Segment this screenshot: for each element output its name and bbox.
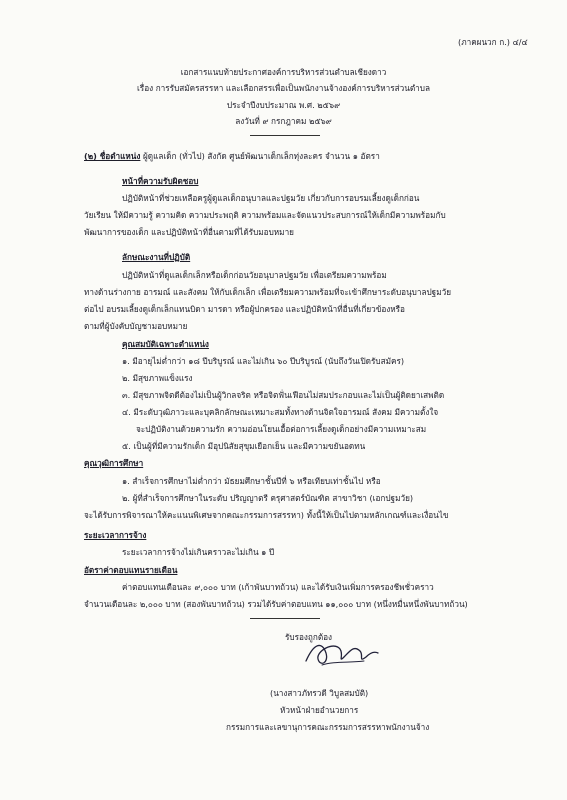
work-nature-heading: ลักษณะงานที่ปฏิบัติ xyxy=(122,252,191,262)
signatory-title: หัวหน้าฝ่ายอำนวยการ xyxy=(280,705,359,715)
qualification-item: ๓. มีสุขภาพจิตดีต้องไม่เป็นผู้วิกลจริต หรือจิตฟั่นเฟือนไม่สมประกอบและไม่เป็นผู้ติดยาเสพติด xyxy=(122,390,445,400)
header-line-2: เรื่อง การรับสมัครสรรหา และเลือกสรรเพื่อเป็นพนักงานจ้างองค์การบริหารส่วนตำบล xyxy=(137,83,430,93)
header-line-3: ประจำปีงบประมาณ พ.ศ. ๒๕๖๙ xyxy=(226,100,341,110)
responsibilities-line: วัยเรียน ให้มีความรู้ ความคิด ความประพฤติ ความพร้อมและจัดแนวประสบการณ์ให้เด็กมีความพร้อมกับ xyxy=(84,210,446,220)
salary-heading: อัตราค่าตอบแทนรายเดือน xyxy=(84,565,178,575)
responsibilities-heading: หน้าที่ความรับผิดชอบ xyxy=(122,176,199,186)
qualifications-heading: คุณสมบัติเฉพาะตำแหน่ง xyxy=(122,339,209,349)
work-nature-line: ต่อไป อบรมเลี้ยงดูเด็กเล็กแทนบิดา มารดา หรือผู้ปกครอง และปฏิบัติหน้าที่อื่นที่เกี่ยวข้องหรือ xyxy=(84,304,405,314)
qualification-item: ๕. เป็นผู้ที่มีความรักเด็ก มีอุปนิสัยสุขุมเยือกเย็น และมีความขยันอดทน xyxy=(122,441,366,451)
responsibilities-line: พัฒนาการของเด็ก และปฏิบัติหน้าที่อื่นตามที่ได้รับมอบหมาย xyxy=(84,227,294,237)
work-nature-line: ทางด้านร่างกาย อารมณ์ และสังคม ให้กับเด็กเล็ก เพื่อเตรียมความพร้อมที่จะเข้าศึกษาระดับอนุบาลปฐมวัย xyxy=(84,287,451,297)
signature-image xyxy=(300,633,380,673)
contract-heading: ระยะเวลาการจ้าง xyxy=(84,530,147,540)
salary-divider xyxy=(250,618,320,619)
responsibilities-line: ปฏิบัติหน้าที่ช่วยเหลือครูผู้ดูแลเด็กอนุบาลและปฐมวัย เกี่ยวกับการอบรมเลี้ยงดูเด็กก่อน xyxy=(122,193,420,203)
salary-line: จำนวนเดือนละ ๒,๐๐๐ บาท (สองพันบาทถ้วน) รวมได้รับค่าตอบแทน ๑๑,๐๐๐ บาท (หนึ่งหมื่นหนึ่งพันบาทถ้วน) xyxy=(84,599,468,609)
work-nature-line: ตามที่ผู้บังคับบัญชามอบหมาย xyxy=(84,321,188,331)
education-line: ๑. สำเร็จการศึกษาไม่ต่ำกว่า มัธยมศึกษาชั้นปีที่ ๖ หรือเทียบเท่าชั้นไป หรือ xyxy=(122,476,381,486)
header-line-4: ลงวันที่ ๙ กรกฎาคม ๒๕๖๙ xyxy=(235,116,332,126)
education-line: ๒. ผู้ที่สำเร็จการศึกษาในระดับ ปริญญาตรี ครุศาสตร์บัณฑิต สาขาวิชา (เอกปฐมวัย) xyxy=(122,493,414,503)
work-nature-line: ปฏิบัติหน้าที่ดูแลเด็กเล็กหรือเด็กก่อนวัยอนุบาลปฐมวัย เพื่อเตรียมความพร้อม xyxy=(122,270,387,280)
education-heading: คุณวุฒิการศึกษา xyxy=(84,458,144,468)
qualification-item: ๔. มีระดับวุฒิภาวะและบุคลิกลักษณะเหมาะสมทั้งทางด้านจิตใจอารมณ์ สังคม มีความตั้งใจ xyxy=(122,407,439,417)
position-detail: ผู้ดูแลเด็ก (ทั่วไป) สังกัด ศูนย์พัฒนาเด็กเล็กทุ่งละคร จำนวน ๑ อัตรา xyxy=(143,151,380,161)
contract-line: ระยะเวลาการจ้างไม่เกินคราวละไม่เกิน ๑ ปี xyxy=(122,547,275,557)
qualification-item-continued: จะปฏิบัติงานด้วยความรัก ความอ่อนโยนเอื้อต่อการเลี้ยงดูเด็กอย่างมีความเหมาะสม xyxy=(136,424,427,434)
header-divider xyxy=(250,135,320,136)
position-line xyxy=(84,152,380,160)
position-number-label: (๒) ชื่อตำแหน่ง xyxy=(84,151,141,161)
annex-label: (ภาคผนวก ก.) ๔/๔ xyxy=(458,37,528,47)
qualification-item: ๑. มีอายุไม่ต่ำกว่า ๑๘ ปีบริบูรณ์ และไม่เกิน ๖๐ ปีบริบูรณ์ (นับถึงวันเปิดรับสมัคร) xyxy=(122,356,405,366)
qualification-item: ๒. มีสุขภาพแข็งแรง xyxy=(122,373,193,383)
education-line: จะได้รับการพิจารณาให้คะแนนพิเศษจากคณะกรรมการสรรหา) ทั้งนี้ให้เป็นไปตามหลักเกณฑ์และเงื่อนไข xyxy=(84,510,449,520)
signatory-name: (นางสาวภัทรวดี วิบูลสมบัติ) xyxy=(270,688,369,698)
header-line-1: เอกสารแนบท้ายประกาศองค์การบริหารส่วนตำบลเชียงดาว xyxy=(180,67,387,77)
committee-line: กรรมการและเลขานุการคณะกรรมการสรรหาพนักงานจ้าง xyxy=(226,722,430,732)
certified-label: รับรองถูกต้อง xyxy=(285,632,333,642)
salary-line: ค่าตอบแทนเดือนละ ๙,๐๐๐ บาท (เก้าพันบาทถ้วน) และได้รับเงินเพิ่มการครองชีพชั่วคราว xyxy=(122,582,434,592)
